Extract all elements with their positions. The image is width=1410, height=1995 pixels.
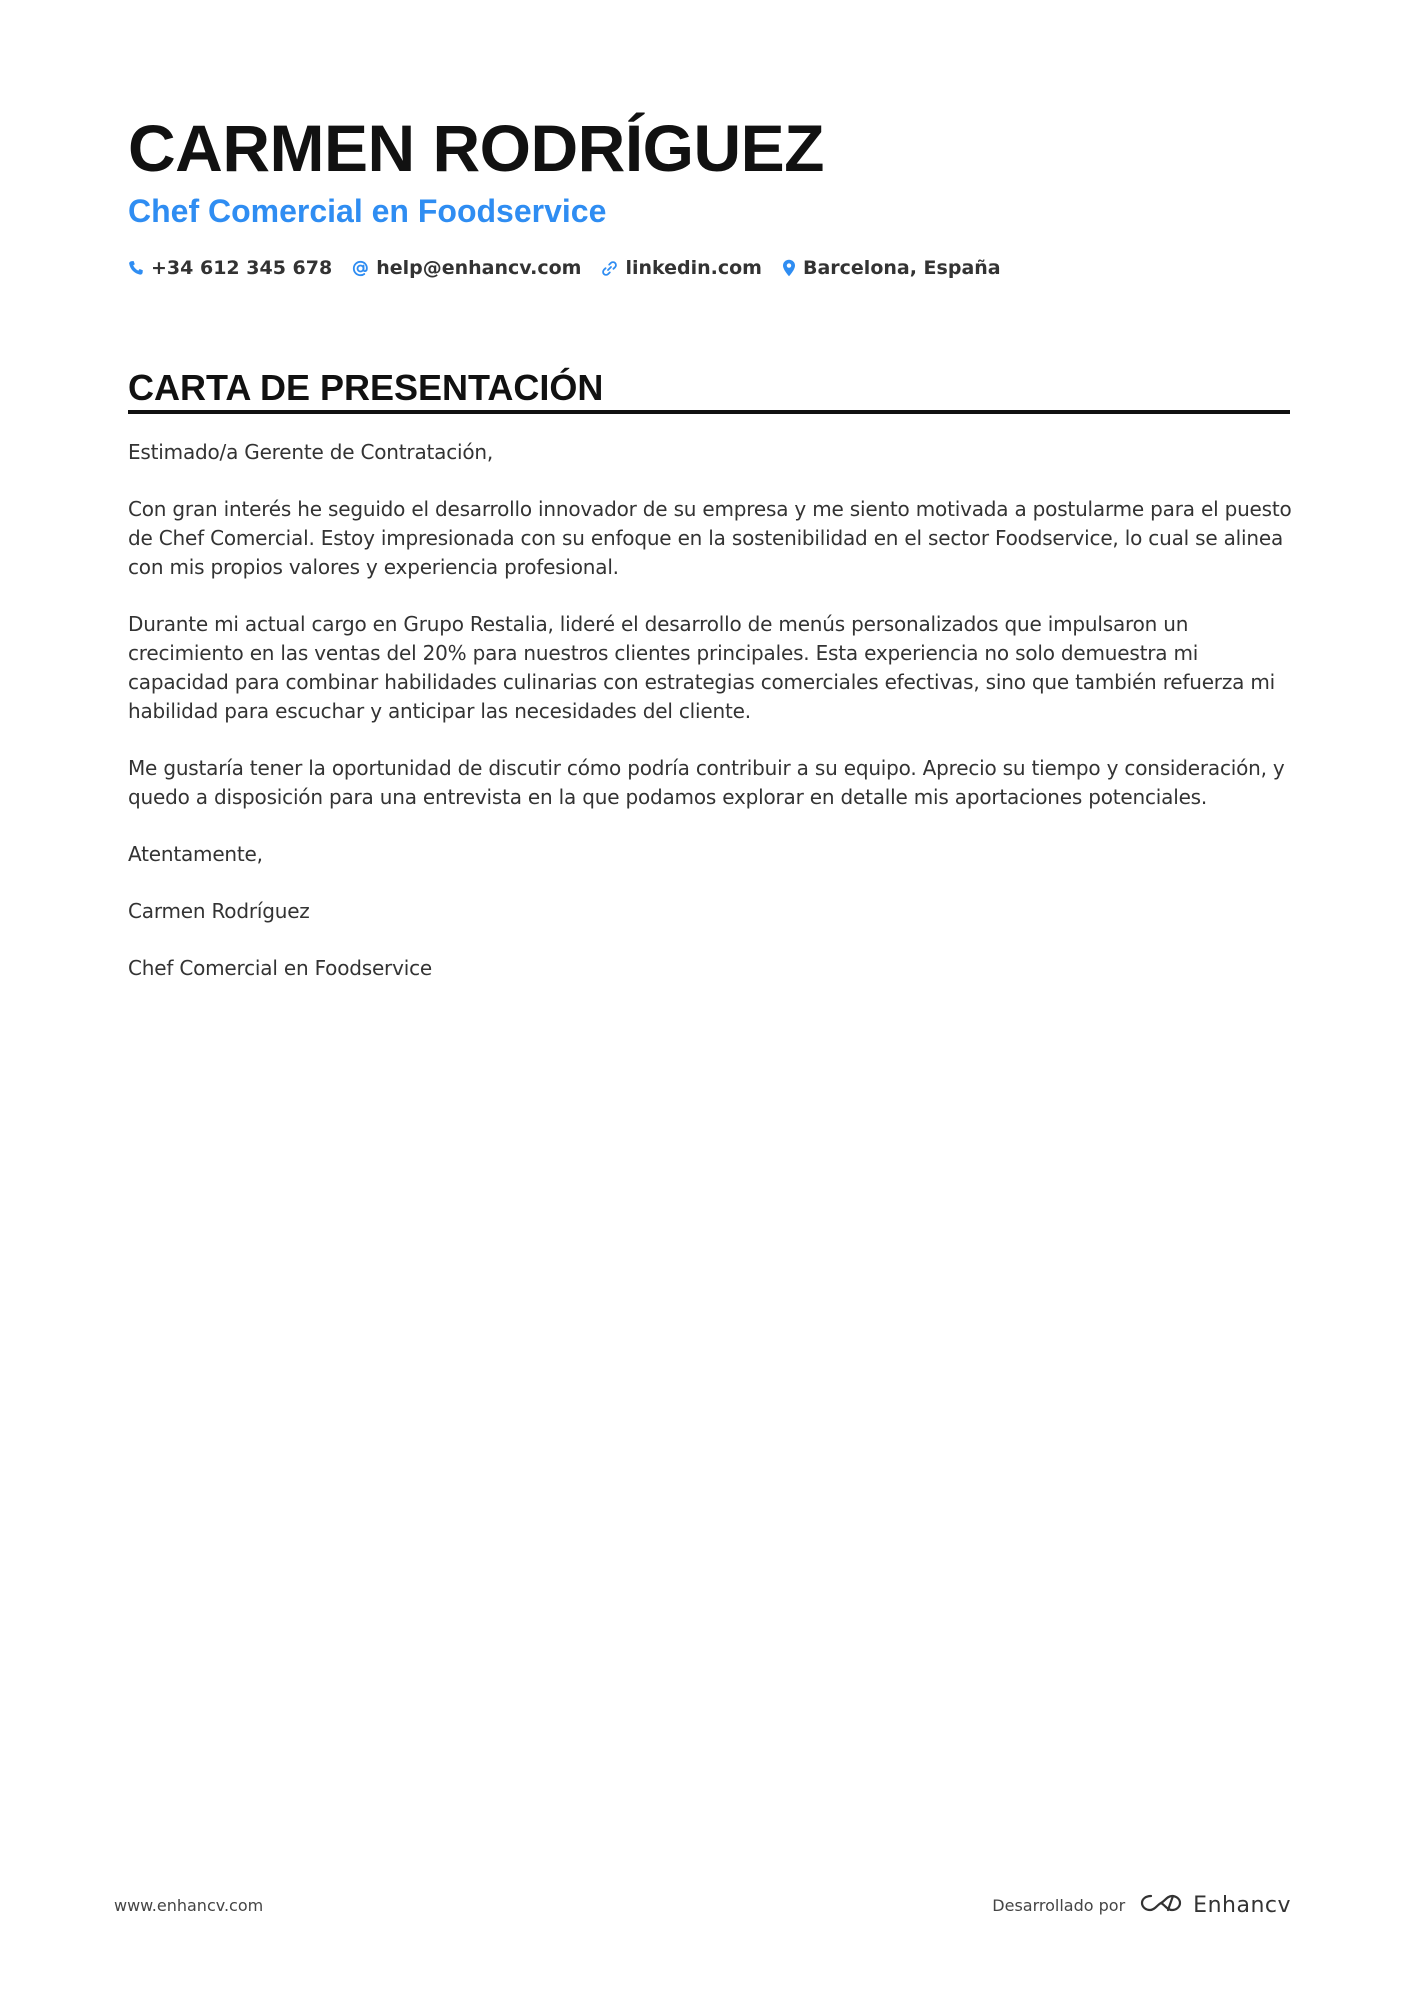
letter-paragraph: Me gustaría tener la oportunidad de discutir cómo podría contribuir a su equipo. Aprecio su tiempo y consideración, y quedo a disposición para una entrevista en la que podamos explorar en detalle mis aportaciones potenciales. [128, 756, 1285, 809]
letter-paragraph: Con gran interés he seguido el desarrollo innovador de su empresa y me siento motivada a postularme para el puesto de Chef Comercial. Estoy impresionada con su enfoque en la sostenibilidad en el sector Foodservice, lo cual se alinea con mis propios valores y experiencia profesional. [128, 497, 1292, 579]
contact-location [782, 257, 1001, 279]
powered-by-label: Desarrollado por [992, 1895, 1126, 1915]
candidate-name: CARMEN RODRÍGUEZ [128, 111, 824, 185]
section-title: CARTA DE PRESENTACIÓN [128, 367, 604, 408]
location-text: Barcelona, España [802, 257, 1001, 279]
contact-phone[interactable] [128, 257, 332, 279]
linkedin-text: linkedin.com [625, 257, 762, 279]
contact-bar [128, 252, 1021, 284]
contact-linkedin[interactable] [601, 257, 762, 279]
contact-email[interactable] [352, 257, 581, 279]
letter-greeting: Estimado/a Gerente de Contratación, [128, 440, 494, 464]
footer-website[interactable]: www.enhancv.com [114, 1896, 264, 1915]
email-text: help@enhancv.com [376, 257, 582, 279]
enhancv-logo[interactable] [1137, 1890, 1291, 1920]
section-divider [128, 410, 1290, 414]
letter-body [128, 438, 1296, 1011]
job-title: Chef Comercial en Foodservice [128, 193, 607, 229]
location-pin-icon [782, 259, 796, 277]
phone-text: +34 612 345 678 [151, 257, 333, 279]
link-icon [601, 260, 618, 277]
letter-paragraph: Durante mi actual cargo en Grupo Restalia, lideré el desarrollo de menús personalizados que impulsaron un crecimiento en las ventas del 20% para nuestros clientes principales. Esta experiencia no solo demuestra mi capacidad para combinar habilidades culinarias con estrategias comerciales efectivas, sino que también refuerza mi habilidad para escuchar y anticipar las necesidades del cliente. [128, 612, 1275, 723]
phone-icon [128, 260, 144, 276]
signature-name: Carmen Rodríguez [128, 899, 310, 923]
letter-closing: Atentamente, [128, 842, 263, 866]
signature-title: Chef Comercial en Foodservice [128, 956, 432, 980]
brand-name: Enhancv [1193, 1892, 1291, 1918]
enhancv-logo-icon [1137, 1890, 1185, 1920]
footer-branding [992, 1890, 1291, 1920]
at-icon [352, 260, 369, 277]
